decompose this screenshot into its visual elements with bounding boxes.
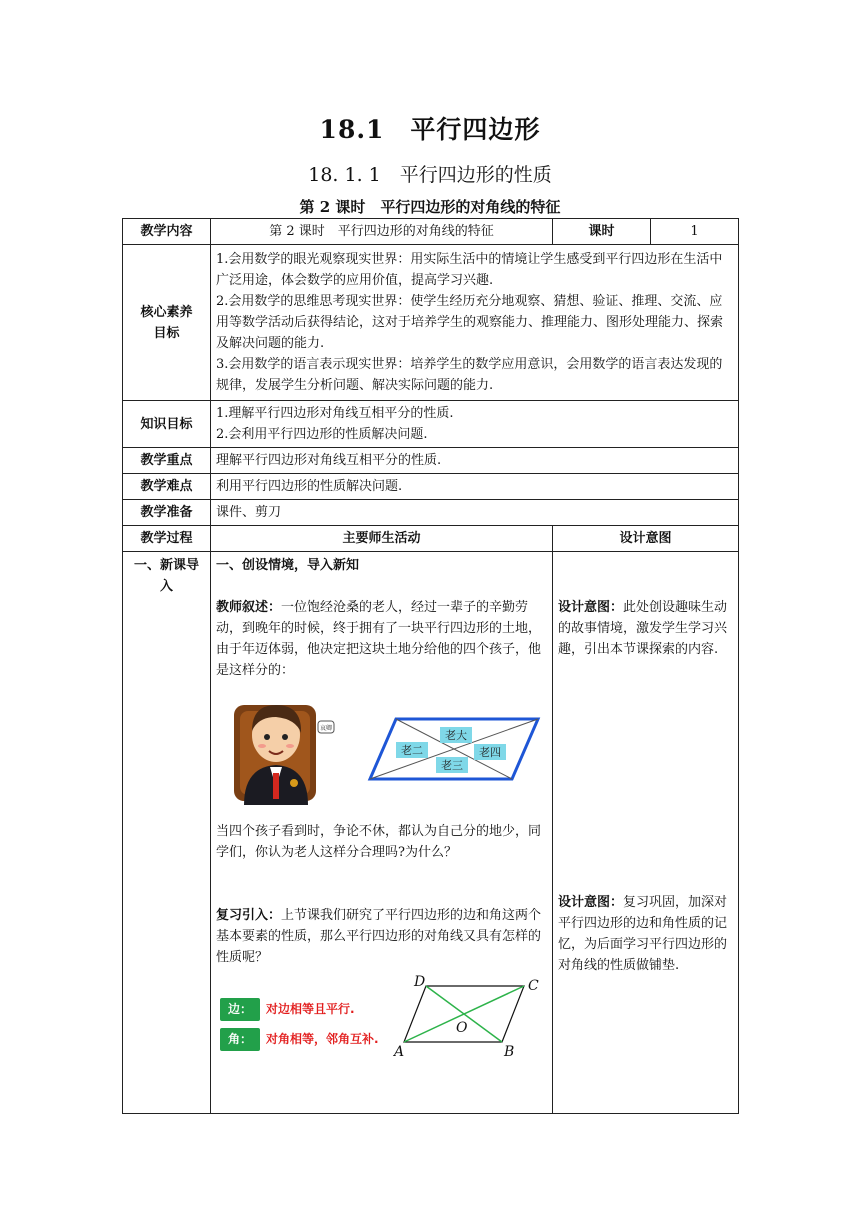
row-process-header — [123, 526, 739, 552]
intro-activities — [211, 552, 553, 1114]
vertex-a: A — [394, 1044, 405, 1060]
label-core-literacy — [123, 245, 211, 401]
preparation-value: 课件、剪刀 — [211, 500, 739, 526]
intent-2 — [558, 892, 733, 976]
label-teaching-content: 教学内容 — [123, 219, 211, 245]
land-label-third: 老三 — [441, 759, 463, 772]
core-item-3: 3.会用数学的语言表示现实世界：培养学生的数学应用意识，会用数学的语言表达发现的规律，发展学生分析问题、解决实际问题的能力. — [216, 357, 723, 393]
label-preparation: 教学准备 — [123, 500, 211, 526]
land-label-fourth: 老四 — [479, 746, 501, 759]
intro-section-title: 一、创设情境，导入新知 — [216, 558, 360, 573]
label-core-line2: 目标 — [153, 325, 180, 341]
row-difficulty — [123, 474, 739, 500]
old-man-illustration — [226, 691, 336, 805]
narration-label: 教师叙述： — [216, 600, 282, 615]
page-title: 18.1 平行四边形 — [319, 115, 541, 144]
intent2-text: 复习巩固，加深对平行四边形的边和角性质的记忆，为后面学习平行四边形的对角线的性质做铺垫. — [558, 895, 728, 973]
angle-text: 对角相等，邻角互补. — [266, 1032, 379, 1046]
label-core-line1: 核心素养 — [140, 304, 193, 320]
core-item-1: 1.会用数学的眼光观察现实世界：用实际生活中的情境让学生感受到平行四边形在生活中广泛用途，体会数学的应用价值，提高学习兴趣. — [216, 252, 723, 288]
row-intro — [123, 552, 739, 1114]
vertex-b: B — [504, 1044, 515, 1060]
row-teaching-content — [123, 219, 739, 245]
knowledge-item-2: 2.会利用平行四边形的性质解决问题. — [216, 427, 428, 442]
review-figure — [216, 976, 547, 1060]
intro-intent — [553, 552, 739, 1114]
edge-tag: 边： — [220, 998, 260, 1021]
header-intent: 设计意图 — [553, 526, 739, 552]
vertex-d: D — [414, 974, 426, 990]
knowledge-goals-content — [211, 401, 739, 448]
label-focus: 教学重点 — [123, 448, 211, 474]
vertex-c: C — [528, 978, 539, 994]
lesson-title: 第 2 课时 平行四边形的对角线的特征 — [299, 198, 561, 216]
intent1-label: 设计意图： — [558, 600, 624, 615]
angle-property — [220, 1028, 379, 1051]
edge-text: 对边相等且平行. — [266, 1002, 355, 1016]
lesson-plan-table — [122, 218, 739, 1114]
knowledge-item-1: 1.理解平行四边形对角线互相平分的性质. — [216, 406, 454, 421]
edge-property — [220, 998, 355, 1021]
row-core-literacy — [123, 245, 739, 401]
narration-text: 一位饱经沧桑的老人，经过一辈子的辛勤劳动，到晚年的时候，终于拥有了一块平行四边形的土地，由于年迈体弱，他决定把这块土地分给他的四个孩子，他是这样分的： — [216, 600, 542, 678]
hours-value: 1 — [651, 219, 739, 245]
label-hours: 课时 — [553, 219, 651, 245]
question-text: 当四个孩子看到时，争论不休，都认为自己分的地少，同学们，你认为老人这样分合理吗?为什么？ — [216, 824, 542, 860]
focus-value: 理解平行四边形对角线互相平分的性质. — [211, 448, 739, 474]
teacher-narration — [216, 597, 547, 681]
teaching-content-value: 第 2 课时 平行四边形的对角线的特征 — [211, 219, 553, 245]
core-item-2: 2.会用数学的思维思考现实世界：使学生经历充分地观察、猜想、验证、推理、交流、应用等数学活动后获得结论，这对于培养学生的观察能力、推理能力、图形处理能力、探索及解决问题的能力. — [216, 294, 724, 351]
land-division-diagram — [366, 691, 546, 805]
stage-intro: 一、新课导入 — [123, 552, 211, 1114]
header-activities: 主要师生活动 — [211, 526, 553, 552]
review-intro — [216, 905, 547, 968]
land-label-second: 老二 — [401, 744, 423, 757]
land-label-eldest: 老大 — [445, 729, 467, 742]
label-knowledge-goals: 知识目标 — [123, 401, 211, 448]
story-illustration — [216, 691, 547, 805]
label-difficulty: 教学难点 — [123, 474, 211, 500]
review-text: 上节课我们研究了平行四边形的边和角这两个基本要素的性质，那么平行四边形的对角线又具有怎样的性质呢？ — [216, 908, 542, 965]
difficulty-value: 利用平行四边形的性质解决问题. — [211, 474, 739, 500]
section-subtitle: 18. 1. 1 平行四边形的性质 — [308, 164, 552, 186]
vertex-o: O — [456, 1020, 468, 1036]
intent1-text: 此处创设趣味生动的故事情境，激发学生学习兴趣，引出本节课探索的内容. — [558, 600, 728, 657]
row-focus — [123, 448, 739, 474]
row-knowledge-goals — [123, 401, 739, 448]
review-label: 复习引入： — [216, 908, 282, 923]
header-process: 教学过程 — [123, 526, 211, 552]
intent-1 — [558, 597, 733, 660]
parallelogram-diagram — [396, 976, 546, 1060]
angle-tag: 角： — [220, 1028, 260, 1051]
intent2-label: 设计意图： — [558, 895, 624, 910]
row-preparation — [123, 500, 739, 526]
bubble-text: 哀卿 — [319, 725, 333, 732]
core-literacy-content — [211, 245, 739, 401]
